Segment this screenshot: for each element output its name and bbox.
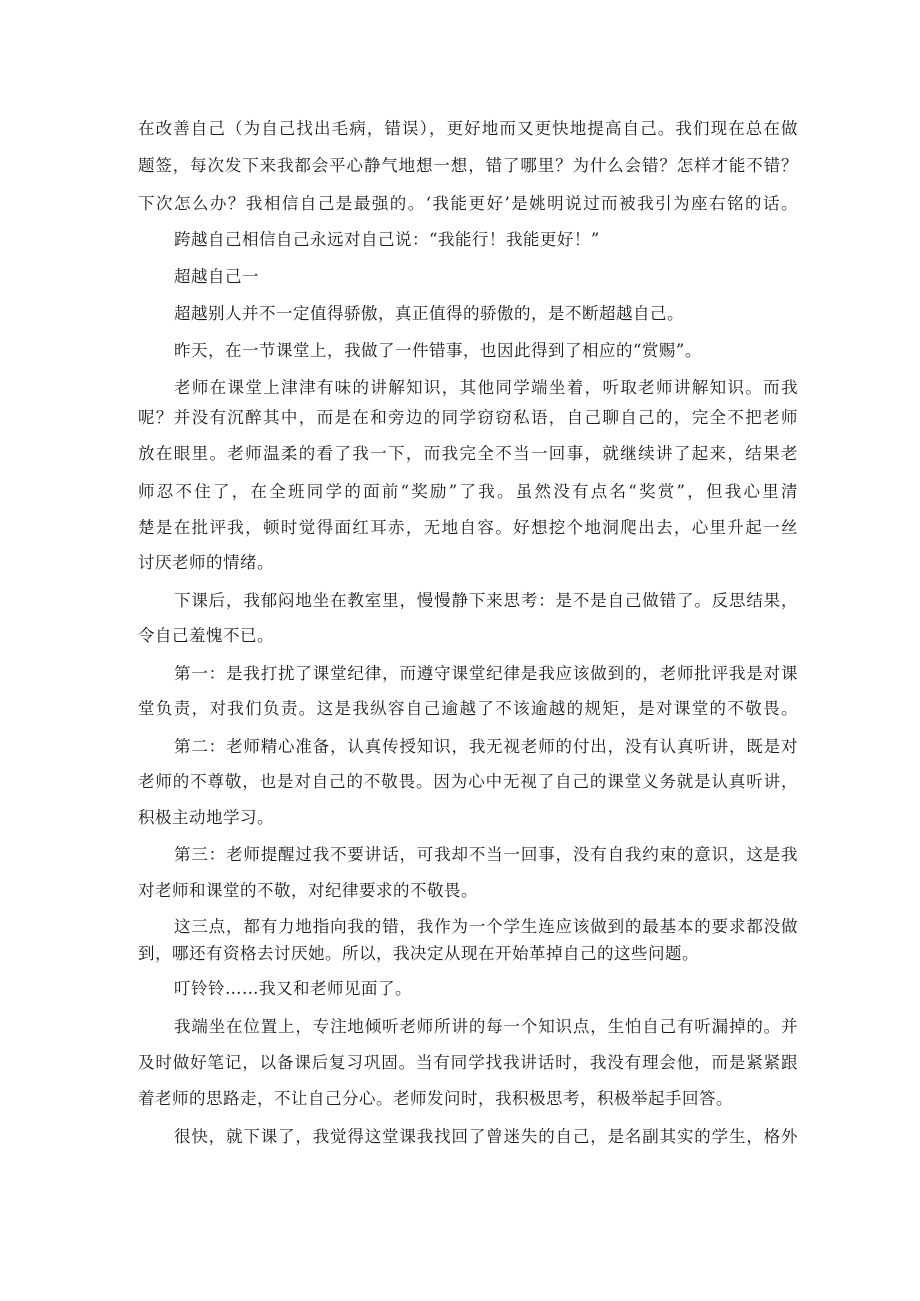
text-line: 着老师的思路走，不让自己分心。老师发问时，我积极思考，积极举起手回答。 [138,1089,733,1108]
text-line: 积极主动地学习。 [138,808,274,827]
text-line: 堂负责，对我们负责。这是我纵容自己逾越了不该逾越的规矩，是对课堂的不敬畏。 [138,699,798,718]
text-line: 第一：是我打扰了课堂纪律，而遵守课堂纪律是我应该做到的，老师批评我是对课 [174,664,798,683]
text-line: 跨越自己相信自己永远对自己说：“我能行！我能更好！” [174,230,600,249]
text-line: 题签，每次发下来我都会平心静气地想一想，错了哪里？为什么会错？怎样才能不错？ [138,156,798,175]
text-line: 到，哪还有资格去讨厌她。所以，我决定从现在开始革掉自己的这些问题。 [138,944,699,963]
text-line: 楚是在批评我，顿时觉得面红耳赤，无地自容。好想挖个地洞爬出去，心里升起一丝 [138,518,798,537]
text-line: 第三：老师提醒过我不要讲话，可我却不当一回事，没有自我约束的意识，这是我 [174,845,798,864]
text-line: 在改善自己（为自己找出毛病，错误），更好地而又更快地提高自己。我们现在总在做 [138,119,798,138]
text-line: 对老师和课堂的不敬，对纪律要求的不敬畏。 [138,881,478,900]
text-line: 很快，就下课了，我觉得这堂课我找回了曾迷失的自己，是名副其实的学生，格外 [174,1127,798,1146]
text-line: 老师在课堂上津津有味的讲解知识，其他同学端坐着，听取老师讲解知识。而我 [174,378,798,397]
text-line: 超越自己一 [174,267,259,286]
text-line: 讨厌老师的情绪。 [138,553,274,572]
text-line: 下次怎么办？我相信自己是最强的。‘我能更好’是姚明说过而被我引为座右铭的话。 [138,194,798,213]
text-line: 老师的不尊敬，也是对自己的不敬畏。因为心中无视了自己的课堂义务就是认真听讲， [138,772,798,791]
text-line: 放在眼里。老师温柔的看了我一下，而我完全不当一回事，就继续讲了起来，结果老 [138,444,798,463]
text-line: 我端坐在位置上，专注地倾听老师所讲的每一个知识点，生怕自己有听漏掉的。并 [174,1017,798,1036]
text-line: 这三点，都有力地指向我的错，我作为一个学生连应该做到的最基本的要求都没做 [174,917,798,936]
text-line: 师忍不住了，在全班同学的面前“奖励”了我。虽然没有点名“奖赏”，但我心里清 [138,482,798,501]
text-line: 第二：老师精心准备，认真传授知识，我无视老师的付出，没有认真听讲，既是对 [174,737,798,756]
text-line: 下课后，我郁闷地坐在教室里，慢慢静下来思考：是不是自己做错了。反思结果， [174,591,798,610]
text-line: 超越别人并不一定值得骄傲，真正值得的骄傲的，是不断超越自己。 [174,304,684,323]
text-line: 呢？并没有沉醉其中，而是在和旁边的同学窃窃私语，自己聊自己的，完全不把老师 [138,408,798,427]
text-line: 令自己羞愧不已。 [138,626,274,645]
text-line: 昨天，在一节课堂上，我做了一件错事，也因此得到了相应的“赏赐”。 [174,341,702,360]
text-line: 叮铃铃……我又和老师见面了。 [174,979,412,998]
text-line: 及时做好笔记，以备课后复习巩固。当有同学找我讲话时，我没有理会他，而是紧紧跟 [138,1053,798,1072]
